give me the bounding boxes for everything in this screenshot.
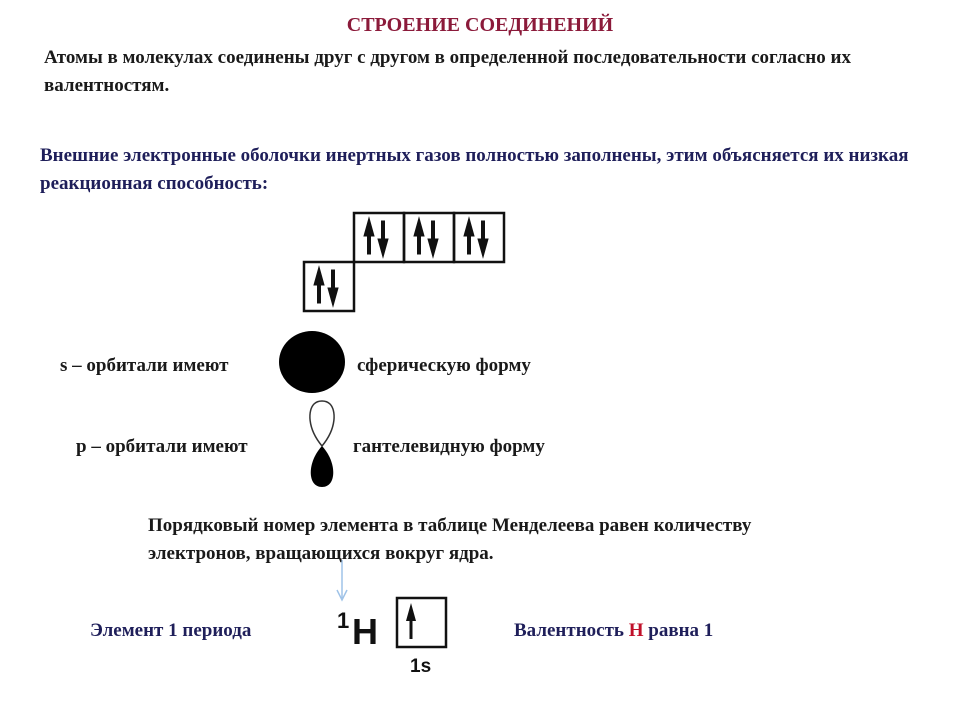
s-orbital-shape: сферическую форму <box>357 355 531 376</box>
s-orbital-sphere-icon <box>279 331 345 393</box>
s-orbital-box <box>304 262 354 311</box>
hydrogen-1s-box <box>397 598 446 647</box>
p-orbital-label: р – орбитали имеют <box>76 436 248 457</box>
slide-title: СТРОЕНИЕ СОЕДИНЕНИЙ <box>346 14 614 36</box>
p-orbital-dumbbell-icon <box>310 401 334 487</box>
s-orbital-label: s – орбитали имеют <box>60 355 229 376</box>
valence-text <box>514 620 713 642</box>
atomic-number: 1 <box>337 608 350 633</box>
element-period-label: Элемент 1 периода <box>90 620 252 641</box>
element-symbol: H <box>352 611 378 652</box>
valence-element: Н <box>628 620 644 641</box>
intro-text: Атомы в молекулах соединены друг с другом в определенной последовательности согласно их валентностям. <box>44 47 851 96</box>
valence-suffix: равна 1 <box>643 620 714 641</box>
inert-gases-text: Внешние электронные оболочки инертных газов полностью заполнены, этим объясняется их низкая реакционная способность: <box>40 145 909 194</box>
orbital-1s-label: 1s <box>410 656 432 677</box>
p-orbital-shape: гантелевидную форму <box>353 436 545 457</box>
hydrogen-electron-arrow <box>406 603 416 639</box>
ordinal-number-text: Порядковый номер элемента в таблице Менделеева равен количеству электронов, вращающихся вокруг ядра. <box>148 515 752 564</box>
valence-prefix: Валентность <box>514 620 629 641</box>
